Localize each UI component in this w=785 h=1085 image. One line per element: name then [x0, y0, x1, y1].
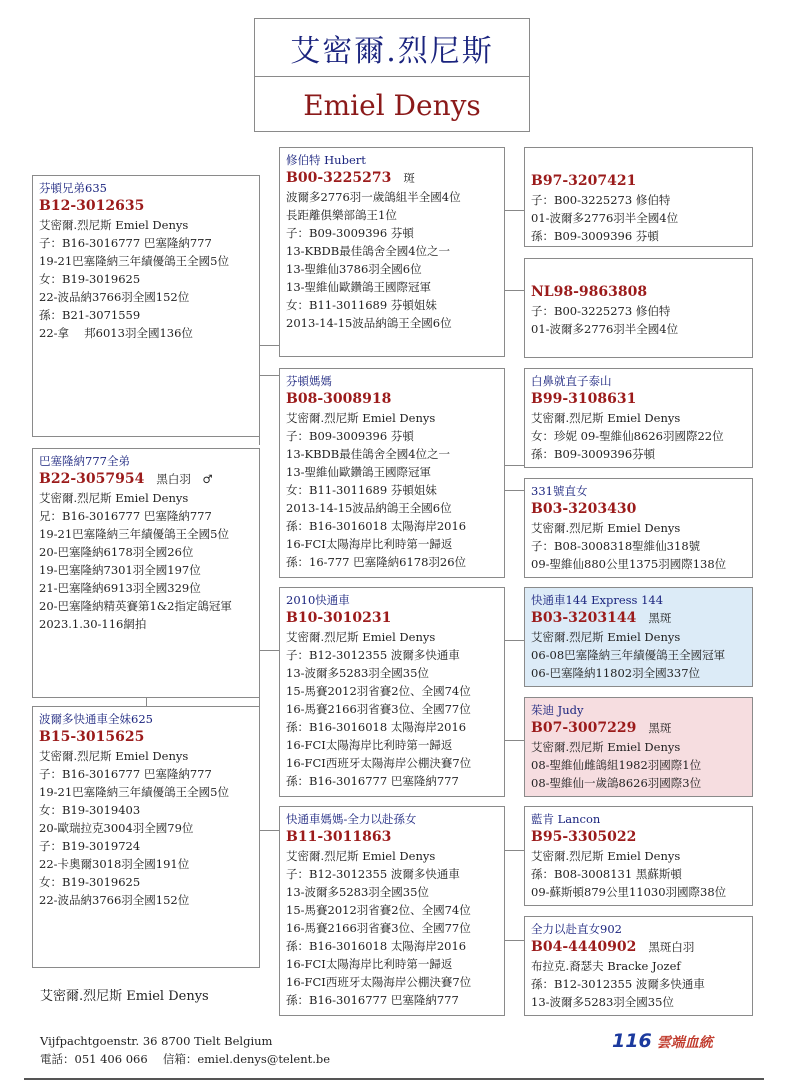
logo-number: 116: [612, 1030, 652, 1052]
card-dam-sire: [524, 368, 753, 468]
connector: [259, 375, 280, 376]
card-sire-dam: [524, 258, 753, 358]
card-subject-954: [32, 448, 260, 698]
ring-number: B11-3011863: [286, 829, 392, 845]
info-line: 22-卡奧爾3018羽全國191位: [39, 857, 190, 871]
info-line: 孫：B09-3009396 芬頓: [531, 229, 659, 243]
ring-number: B10-3010231: [286, 610, 392, 626]
card-dam: [279, 368, 505, 578]
info-line: 子：B09-3009396 芬頓: [286, 429, 414, 443]
info-line: 13-聖維仙歐鑽鴿王國際冠軍: [286, 280, 432, 294]
info-line: 女：B11-3011689 芬頓姐妹: [286, 298, 437, 312]
info-line: 15-馬賽2012羽省賽2位、全國74位: [286, 684, 471, 698]
info-line: 16-FCI太陽海岸比利時第一歸返: [286, 537, 453, 551]
info-line: 艾密爾.烈尼斯 Emiel Denys: [39, 218, 189, 232]
info-line: 兄：B16-3016777 巴塞隆納777: [39, 509, 212, 523]
card-902: [524, 916, 753, 1016]
info-line: 孫：B09-3009396芬頓: [531, 447, 656, 461]
info-line: 2023.1.30-116網拍: [39, 617, 147, 631]
info-line: 16-馬賽2166羽省賽3位、全國77位: [286, 702, 471, 716]
info-line: 13-聖維仙3786羽全國6位: [286, 262, 422, 276]
card-judy: [524, 697, 753, 797]
info-line: 布拉克.裔瑟夫 Bracke Jozef: [531, 959, 681, 973]
bird-name: 2010快通車: [286, 593, 350, 607]
info-line: 08-聖維仙雌鴿組1982羽國際1位: [531, 758, 702, 772]
info-line: 15-馬賽2012羽省賽2位、全國74位: [286, 903, 471, 917]
info-line: 16-FCI太陽海岸比利時第一歸返: [286, 957, 453, 971]
info-line: 子：B16-3016777 巴塞隆納777: [39, 767, 212, 781]
connector: [259, 345, 280, 346]
footer-contact: 電話：051 406 066 信箱：emiel.denys@telent.be: [40, 1052, 331, 1066]
bird-name: 芬頓兄弟635: [39, 181, 107, 195]
info-line: 艾密爾.烈尼斯 Emiel Denys: [39, 491, 189, 505]
info-line: 女：B11-3011689 芬頓姐妹: [286, 483, 437, 497]
info-line: 2013-14-15波品納鴿王全國6位: [286, 501, 452, 515]
info-line: 19-21巴塞隆納三年績優鴿王全國5位: [39, 785, 229, 799]
card-express-144: [524, 587, 753, 687]
connector: [504, 490, 524, 491]
info-line: 子：B19-3019724: [39, 839, 141, 853]
info-line: 女：珍妮 09-聖維仙8626羽國際22位: [531, 429, 724, 443]
info-line: 孫：B16-3016018 太陽海岸2016: [286, 939, 467, 953]
info-line: 13-KBDB最佳鴿舍全國4位之一: [286, 244, 451, 258]
ring-number: B07-3007229 黑斑: [531, 720, 672, 736]
card-subject-635: [32, 175, 260, 437]
info-line: 艾密爾.烈尼斯 Emiel Denys: [286, 849, 436, 863]
info-line: 16-FCI西班牙太陽海岸公棚決賽7位: [286, 756, 472, 770]
bird-name: 全力以赴直女902: [531, 922, 622, 936]
info-line: 01-波爾多2776羽半全國4位: [531, 211, 679, 225]
bird-name: 白鼻就直子泰山: [531, 374, 612, 388]
bird-name: 巴塞隆納777全弟: [39, 454, 130, 468]
ring-number: B03-3203430: [531, 501, 637, 517]
info-line: 女：B19-3019625: [39, 875, 141, 889]
connector: [504, 850, 524, 851]
ring-number: B95-3305022: [531, 829, 637, 845]
info-line: 艾密爾.烈尼斯 Emiel Denys: [39, 749, 189, 763]
footer-address: Vijfpachtgoenstr. 36 8700 Tielt Belgium: [40, 1034, 273, 1048]
ring-number: B03-3203144 黑斑: [531, 610, 672, 626]
info-line: 16-FCI西班牙太陽海岸公棚決賽7位: [286, 975, 472, 989]
ring-number: B97-3207421: [531, 173, 637, 189]
ring-number: B15-3015625: [39, 729, 145, 745]
info-line: 子：B00-3225273 修伯特: [531, 304, 671, 318]
connector: [504, 640, 524, 641]
card-sire-sire: [524, 147, 753, 247]
info-line: 22-波品納3766羽全國152位: [39, 290, 190, 304]
bird-name: 修伯特 Hubert: [286, 153, 366, 167]
info-line: 20-巴塞隆納精英賽第1&2指定鴿冠軍: [39, 599, 232, 613]
title-english: Emiel Denys: [303, 88, 481, 122]
info-line: 08-聖維仙一歲鴿8626羽國際3位: [531, 776, 702, 790]
info-line: 艾密爾.烈尼斯 Emiel Denys: [531, 740, 681, 754]
card-sire: [279, 147, 505, 357]
card-lancon: [524, 806, 753, 906]
info-line: 孫：B16-3016018 太陽海岸2016: [286, 720, 467, 734]
ring-number: NL98-9863808: [531, 284, 648, 300]
info-line: 艾密爾.烈尼斯 Emiel Denys: [531, 849, 681, 863]
connector: [259, 830, 280, 831]
connector: [504, 290, 524, 291]
info-line: 波爾多2776羽一歲鴿組半全國4位: [286, 190, 461, 204]
title-box: [254, 18, 530, 132]
info-line: 孫：B16-3016777 巴塞隆納777: [286, 774, 459, 788]
info-line: 01-波爾多2776羽半全國4位: [531, 322, 679, 336]
bird-name: 藍肯 Lancon: [531, 812, 601, 826]
ring-number: B22-3057954 黑白羽 ♂: [39, 471, 213, 487]
info-line: 06-08巴塞隆納三年績優鴿王全國冠軍: [531, 648, 726, 662]
ring-number: B08-3008918: [286, 391, 392, 407]
info-line: 13-波爾多5283羽全國35位: [286, 666, 429, 680]
info-line: 女：B19-3019625: [39, 272, 141, 286]
info-line: 21-巴塞隆納6913羽全國329位: [39, 581, 201, 595]
card-subject-625: [32, 706, 260, 968]
info-line: 19-巴塞隆納7301羽全國197位: [39, 563, 201, 577]
info-line: 19-21巴塞隆納三年績優鴿王全國5位: [39, 254, 229, 268]
card-dam-dam: [524, 478, 753, 578]
connector: [504, 210, 524, 211]
bird-name: 快通車144 Express 144: [531, 593, 664, 607]
ring-number: B00-3225273 斑: [286, 170, 415, 186]
logo-116: [612, 1030, 713, 1052]
info-line: 長距離俱樂部鴿王1位: [286, 208, 397, 222]
connector: [146, 698, 147, 706]
info-line: 16-馬賽2166羽省賽3位、全國77位: [286, 921, 471, 935]
card-dam-2: [279, 806, 505, 1016]
info-line: 子：B00-3225273 修伯特: [531, 193, 671, 207]
info-line: 19-21巴塞隆納三年績優鴿王全國5位: [39, 527, 229, 541]
info-line: 孫：16-777 巴塞隆納6178羽26位: [286, 555, 467, 569]
connector: [504, 740, 524, 741]
info-line: 22-拿 邦6013羽全國136位: [39, 326, 193, 340]
ring-number: B99-3108631: [531, 391, 637, 407]
bird-name: 芬頓媽媽: [286, 374, 332, 388]
bird-name: 331號直女: [531, 484, 588, 498]
info-line: 艾密爾.烈尼斯 Emiel Denys: [286, 630, 436, 644]
title-chinese: 艾密爾.烈尼斯: [255, 19, 529, 77]
info-line: 22-波品納3766羽全國152位: [39, 893, 190, 907]
info-line: 13-波爾多5283羽全國35位: [286, 885, 429, 899]
bird-name: 快通車媽媽-全力以赴孫女: [286, 812, 417, 826]
card-sire-2: [279, 587, 505, 797]
info-line: 艾密爾.烈尼斯 Emiel Denys: [531, 521, 681, 535]
info-line: 06-巴塞隆納11802羽全國337位: [531, 666, 701, 680]
connector: [504, 465, 524, 466]
bottom-rule: [24, 1078, 764, 1080]
info-line: 孫：B08-3008131 黑蘇斯頓: [531, 867, 682, 881]
bird-name: 茱迪 Judy: [531, 703, 584, 717]
info-line: 子：B08-3008318聖維仙318號: [531, 539, 701, 553]
connector: [504, 940, 524, 941]
info-line: 20-歐瑞拉克3004羽全國79位: [39, 821, 194, 835]
logo-text: 雲端血統: [656, 1035, 713, 1051]
info-line: 艾密爾.烈尼斯 Emiel Denys: [286, 411, 436, 425]
info-line: 09-聖維仙880公里1375羽國際138位: [531, 557, 727, 571]
connector: [259, 650, 280, 651]
ring-number: B12-3012635: [39, 198, 145, 214]
info-line: 13-聖維仙歐鑽鴿王國際冠軍: [286, 465, 432, 479]
info-line: 13-KBDB最佳鴿舍全國4位之一: [286, 447, 451, 461]
bird-name: 波爾多快通車全妹625: [39, 712, 153, 726]
info-line: 13-波爾多5283羽全國35位: [531, 995, 674, 1009]
info-line: 子：B12-3012355 波爾多快通車: [286, 648, 460, 662]
footer-address-block: [40, 1032, 330, 1068]
info-line: 2013-14-15波品納鴿王全國6位: [286, 316, 452, 330]
info-line: 孫：B12-3012355 波爾多快通車: [531, 977, 705, 991]
ring-number: B04-4440902 黑斑白羽: [531, 939, 695, 955]
info-line: 子：B12-3012355 波爾多快通車: [286, 867, 460, 881]
info-line: 女：B19-3019403: [39, 803, 141, 817]
info-line: 子：B09-3009396 芬頓: [286, 226, 414, 240]
info-line: 孫：B21-3071559: [39, 308, 141, 322]
info-line: 20-巴塞隆納6178羽全國26位: [39, 545, 194, 559]
info-line: 艾密爾.烈尼斯 Emiel Denys: [531, 411, 681, 425]
info-line: 16-FCI太陽海岸比利時第一歸返: [286, 738, 453, 752]
footer-breeder: 艾密爾.烈尼斯 Emiel Denys: [40, 989, 209, 1004]
info-line: 艾密爾.烈尼斯 Emiel Denys: [531, 630, 681, 644]
info-line: 孫：B16-3016018 太陽海岸2016: [286, 519, 467, 533]
info-line: 09-蘇斯頓879公里11030羽國際38位: [531, 885, 727, 899]
info-line: 孫：B16-3016777 巴塞隆納777: [286, 993, 459, 1007]
info-line: 子：B16-3016777 巴塞隆納777: [39, 236, 212, 250]
